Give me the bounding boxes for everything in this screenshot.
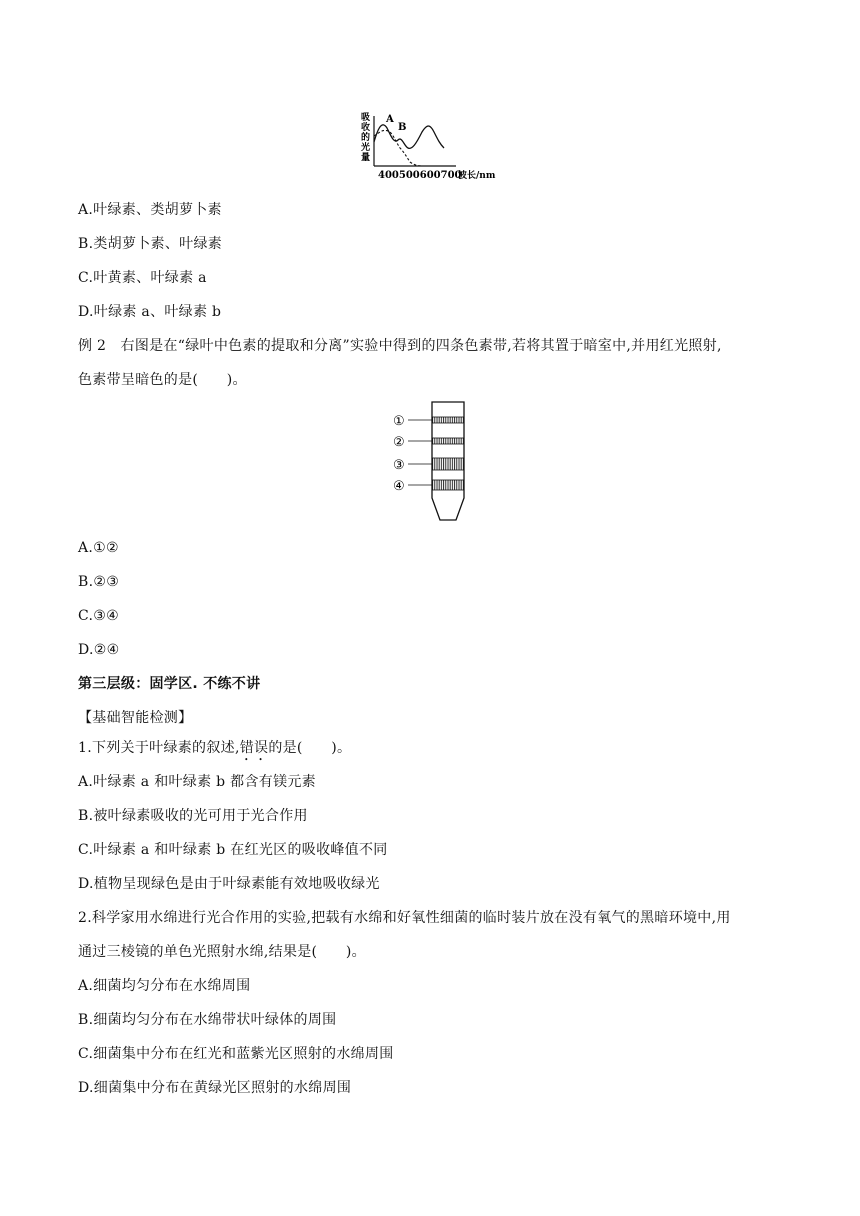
section-title: 第三层级：固学区. 不练不讲 [78,676,261,692]
question-2-line2: 通过三棱镜的单色光照射水绵,结果是( )。 [78,944,366,960]
absorption-spectrum-figure [360,110,502,182]
peak-label-a: A [386,114,394,125]
question-2-line1: 2.科学家用水绵进行光合作用的实验,把载有水绵和好氧性细菌的临时装片放在没有氧气的黑暗环境中,用 [78,910,731,926]
q-option: C.叶绿素 a 和叶绿素 b 在红光区的吸收峰值不同 [78,842,388,858]
band-3 [393,458,464,473]
question-1-emphasis: 错误 [239,740,269,756]
q-option: D.植物呈现绿色是由于叶绿素能有效地吸收绿光 [78,876,380,892]
q-option: A.细菌均匀分布在水绵周围 [78,978,251,994]
q-option: B.类胡萝卜素、叶绿素 [78,236,223,252]
curve-dashed [374,130,422,166]
ylabel-char: 吸 [361,113,371,123]
band-label: ② [393,435,405,450]
question-1-suffix: 的是( )。 [268,740,352,756]
q-option: D.细菌集中分布在黄绿光区照射的水绵周围 [78,1080,352,1096]
pigment-bands-figure [392,400,472,526]
figure1-ylabel [361,112,371,163]
x-tick-labels: 400500600700 [378,170,462,181]
q-option: A.叶绿素、类胡萝卜素 [78,202,222,218]
q-option: B.细菌均匀分布在水绵带状叶绿体的周围 [78,1012,337,1028]
peak-label-b: B [398,122,407,133]
question-1-stem [78,738,351,764]
band-label: ④ [393,479,405,494]
q-option: B.②③ [78,574,120,590]
q-option: C.③④ [78,608,119,624]
example2-question-line1: 例 2 右图是在“绿叶中色素的提取和分离”实验中得到的四条色素带,若将其置于暗室中,并用红光照射, [78,338,722,354]
band-label: ① [393,414,405,429]
q-option: A.叶绿素 a 和叶绿素 b 都含有镁元素 [78,774,316,790]
ylabel-char: 的 [361,133,371,143]
q-option: D.叶绿素 a、叶绿素 b [78,304,222,320]
band-2 [393,435,464,450]
q-option: B.被叶绿素吸收的光可用于光合作用 [78,808,308,824]
x-axis-label: 波长/nm [458,171,496,181]
ylabel-char: 量 [361,153,371,163]
ylabel-char: 光 [361,143,371,153]
question-1-prefix: 1.下列关于叶绿素的叙述, [78,740,240,756]
subsection-heading: 【基础智能检测】 [78,710,193,726]
ylabel-char: 收 [361,123,371,133]
band-1 [393,414,464,429]
curve-solid [374,125,444,149]
q-option: C.叶黄素、叶绿素 a [78,270,207,286]
band-label: ③ [393,458,405,473]
example2-question-line2: 色素带呈暗色的是( )。 [78,372,247,388]
q-option: C.细菌集中分布在红光和蓝紫光区照射的水绵周围 [78,1046,394,1062]
q-option: D.②④ [78,642,120,658]
q-option: A.①② [78,540,119,556]
band-4 [393,479,464,494]
